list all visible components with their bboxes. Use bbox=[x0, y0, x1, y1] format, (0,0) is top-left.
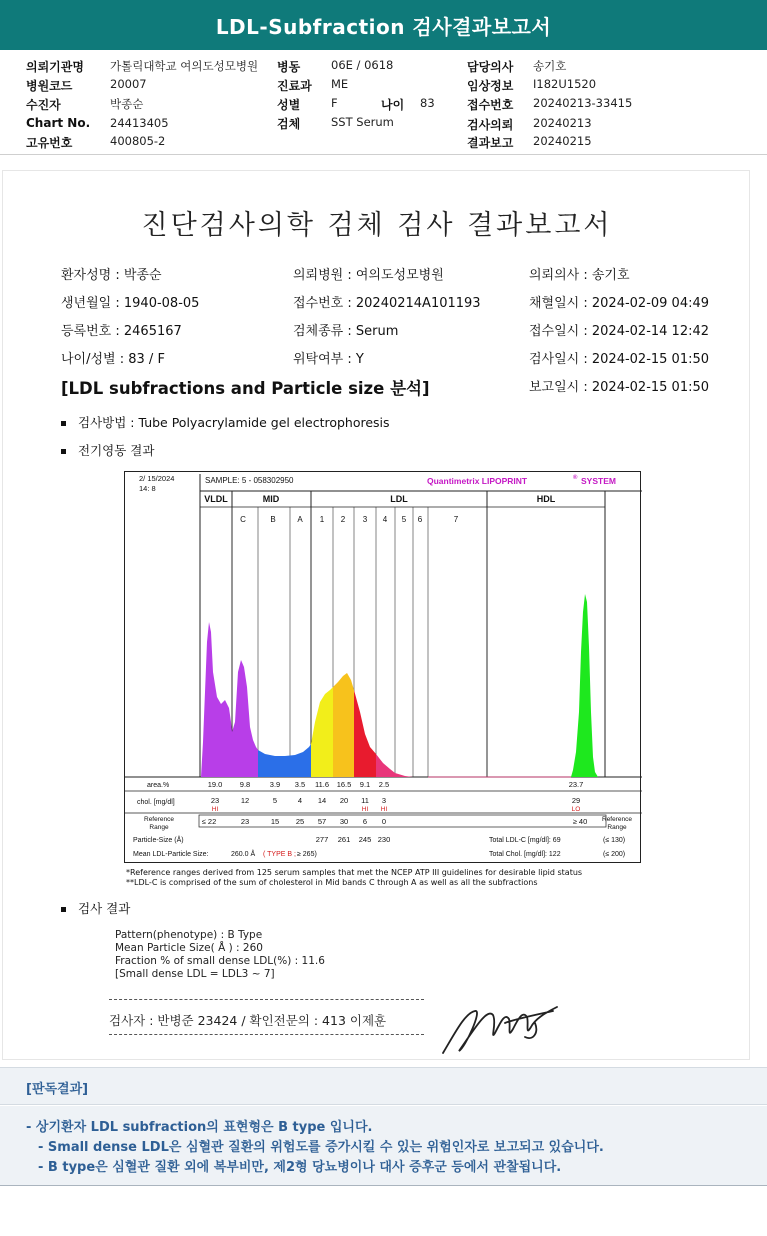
report-field: 검체종류 : Serum bbox=[293, 324, 399, 339]
ref-box bbox=[199, 815, 606, 827]
result-line: Mean Particle Size( Å ) : 260 bbox=[115, 942, 263, 954]
trace-region bbox=[354, 690, 376, 777]
trace-region bbox=[333, 673, 354, 777]
area-value: 3.9 bbox=[269, 780, 281, 789]
info-value: 가톨릭대학교 여의도성모병원 bbox=[110, 59, 259, 73]
signer-text: 검사자 : 반병준 23424 / 확인전문의 : 413 이제훈 bbox=[109, 1013, 387, 1028]
chol-value: 20 bbox=[339, 796, 349, 805]
band-label: 3 bbox=[362, 515, 368, 524]
area-value: 16.5 bbox=[336, 780, 352, 789]
judgement-body bbox=[0, 1106, 767, 1186]
ref-value: 57 bbox=[317, 817, 327, 826]
particle-size-value: 261 bbox=[337, 835, 351, 844]
chart-date: 2/ 15/2024 bbox=[139, 474, 175, 483]
chol-value: 4 bbox=[297, 796, 303, 805]
ref-value: 15 bbox=[270, 817, 280, 826]
bullet-icon bbox=[61, 449, 66, 454]
particle-size-value: 230 bbox=[377, 835, 391, 844]
result-line: [Small dense LDL = LDL3 ~ 7] bbox=[115, 968, 275, 980]
row-label-ref-right: Range bbox=[607, 824, 627, 831]
row-label-mean: Mean LDL-Particle Size: bbox=[133, 851, 209, 858]
trace-region bbox=[376, 754, 413, 777]
chol-value: 5 bbox=[272, 796, 278, 805]
report-card bbox=[2, 170, 750, 1060]
bullet-icon bbox=[61, 907, 66, 912]
chol-value: 3 bbox=[381, 796, 387, 805]
info-value: 송기호 bbox=[533, 59, 567, 73]
report-field: 채혈일시 : 2024-02-09 04:49 bbox=[529, 296, 710, 311]
row-label-area: area.% bbox=[147, 782, 170, 789]
info-label: 진료과 bbox=[277, 79, 312, 93]
group-label: MID bbox=[262, 494, 280, 504]
trace-region bbox=[571, 594, 598, 777]
total-ldl-ref: (≤ 130) bbox=[603, 837, 626, 844]
chart-notes bbox=[126, 868, 582, 888]
mean-size-value: 260.0 Å bbox=[231, 851, 256, 858]
electro-line bbox=[61, 441, 154, 459]
info-value: SST Serum bbox=[331, 115, 394, 129]
info-value: I182U1520 bbox=[533, 77, 597, 91]
info-value: 박종순 bbox=[110, 97, 144, 111]
info-label: 병동 bbox=[277, 60, 301, 74]
row-label-psize: Particle-Size (Å) bbox=[133, 837, 184, 844]
report-field: 접수일시 : 2024-02-14 12:42 bbox=[529, 324, 710, 339]
info-value: ME bbox=[331, 77, 349, 91]
info-label: 의뢰기관명 bbox=[26, 60, 84, 74]
ref-value: ≤ 22 bbox=[201, 817, 217, 826]
bullet-icon bbox=[61, 421, 66, 426]
result-lines bbox=[115, 929, 325, 981]
chart-sample: SAMPLE: 5 - 058302950 bbox=[205, 476, 294, 485]
report-field: 생년월일 : 1940-08-05 bbox=[61, 296, 200, 311]
report-header-title: LDL-Subfraction 검사결과보고서 bbox=[215, 14, 552, 39]
band-label: 1 bbox=[319, 515, 325, 524]
report-header bbox=[0, 0, 767, 50]
judgement-header bbox=[0, 1067, 767, 1105]
area-value: 9.1 bbox=[359, 780, 371, 789]
ref-value: 23 bbox=[240, 817, 250, 826]
info-value: 400805-2 bbox=[110, 134, 166, 148]
band-label: 2 bbox=[340, 515, 346, 524]
method-text: 검사방법 : Tube Polyacrylamide gel electrophoresis bbox=[78, 415, 390, 430]
chart-svg bbox=[125, 472, 642, 864]
info-label: 고유번호 bbox=[26, 136, 73, 150]
chol-value: 29 bbox=[571, 796, 581, 805]
divider bbox=[109, 1034, 424, 1035]
info-label: 임상정보 bbox=[467, 79, 514, 93]
info-label: 수진자 bbox=[26, 98, 61, 112]
row-label-chol: chol. [mg/dl] bbox=[137, 799, 175, 806]
report-field: 의뢰병원 : 여의도성모병원 bbox=[293, 268, 444, 283]
note-line: *Reference ranges derived from 125 serum samples that met the NCEP ATP III guidelines for desirable lipid status bbox=[126, 868, 583, 877]
report-field: 위탁여부 : Y bbox=[293, 352, 364, 367]
area-value: 11.6 bbox=[314, 780, 330, 789]
info-value: 20240213-33415 bbox=[533, 96, 633, 110]
mean-ref: ≥ 265) bbox=[297, 851, 317, 858]
chart-time: 14: 8 bbox=[139, 484, 156, 493]
area-value: 19.0 bbox=[207, 780, 223, 789]
chol-value: 14 bbox=[317, 796, 327, 805]
info-label: 검사의뢰 bbox=[467, 118, 514, 132]
info-value: 20007 bbox=[110, 77, 147, 91]
chol-flag: HI bbox=[361, 806, 369, 813]
row-label-ref: Reference bbox=[144, 816, 174, 823]
ref-value: 0 bbox=[381, 817, 387, 826]
ref-value: ≥ 40 bbox=[572, 817, 588, 826]
info-value: F bbox=[331, 96, 338, 110]
judgement-line: - Small dense LDL은 심혈관 질환의 위험도를 증가시킬 수 있는 위험인자로 보고되고 있습니다. bbox=[38, 1140, 604, 1155]
results-head: 검사 결과 bbox=[78, 901, 131, 916]
total-chol: Total Chol. [mg/dl]: 122 bbox=[489, 851, 561, 858]
report-field: 환자성명 : 박종순 bbox=[61, 268, 162, 283]
info-label: 검체 bbox=[277, 117, 301, 131]
row-label-ref: Range bbox=[149, 824, 169, 831]
report-field: 접수번호 : 20240214A101193 bbox=[293, 296, 481, 311]
band-label: B bbox=[270, 515, 276, 524]
info-label: 나이 bbox=[381, 98, 405, 112]
chol-flag: LO bbox=[571, 806, 581, 813]
method-line bbox=[61, 413, 390, 431]
electro-text: 전기영동 결과 bbox=[78, 443, 155, 458]
info-value: 83 bbox=[420, 96, 435, 110]
group-label: HDL bbox=[536, 494, 556, 504]
area-value: 23.7 bbox=[568, 780, 584, 789]
report-field: 보고일시 : 2024-02-15 01:50 bbox=[529, 380, 710, 395]
trace-region bbox=[311, 687, 333, 777]
info-value: 20240213 bbox=[533, 116, 592, 130]
area-value: 2.5 bbox=[378, 780, 390, 789]
info-value: 06E / 0618 bbox=[331, 58, 394, 72]
judgement-title: [판독결과] bbox=[26, 1082, 89, 1097]
info-label: 담당의사 bbox=[467, 60, 514, 74]
total-ldl: Total LDL-C [mg/dl]: 69 bbox=[489, 837, 561, 844]
area-value: 3.5 bbox=[294, 780, 306, 789]
ref-value: 30 bbox=[339, 817, 349, 826]
info-label: 성별 bbox=[277, 98, 301, 112]
section-title: [LDL subfractions and Particle size 분석] bbox=[61, 379, 430, 398]
electrophoresis-chart bbox=[124, 471, 641, 863]
chol-value: 11 bbox=[361, 796, 369, 805]
band-label: 6 bbox=[417, 515, 423, 524]
particle-size-value: 277 bbox=[315, 835, 329, 844]
divider bbox=[109, 999, 424, 1000]
band-label: 7 bbox=[453, 515, 459, 524]
group-label: VLDL bbox=[204, 494, 228, 504]
ref-value: 6 bbox=[362, 817, 368, 826]
group-label: LDL bbox=[390, 494, 408, 504]
chol-value: 12 bbox=[240, 796, 250, 805]
result-line: Pattern(phenotype) : B Type bbox=[115, 929, 263, 941]
chart-system-suffix: SYSTEM bbox=[581, 476, 616, 486]
judgement-line: - 상기환자 LDL subfraction의 표현형은 B type 입니다. bbox=[26, 1120, 373, 1135]
chart-system-name: Quantimetrix LIPOPRINT bbox=[427, 476, 528, 486]
chart-system-reg: ® bbox=[573, 475, 578, 481]
chol-value: 23 bbox=[210, 796, 220, 805]
chol-flag: HI bbox=[380, 806, 388, 813]
note-line: **LDL-C is comprised of the sum of cholesterol in Mid bands C through A as well as all the subfractions bbox=[126, 878, 538, 887]
band-label: 4 bbox=[382, 515, 388, 524]
chol-flag: HI bbox=[211, 806, 219, 813]
judgement-line: - B type은 심혈관 질환 외에 복부비만, 제2형 당뇨병이나 대사 증후군 등에서 관찰됩니다. bbox=[38, 1160, 562, 1175]
total-chol-ref: (≤ 200) bbox=[603, 851, 626, 858]
info-label: 접수번호 bbox=[467, 98, 514, 112]
info-value: 20240215 bbox=[533, 134, 592, 148]
report-field: 의뢰의사 : 송기호 bbox=[529, 268, 630, 283]
info-label: 결과보고 bbox=[467, 136, 514, 150]
band-label: 5 bbox=[401, 515, 407, 524]
trace-region bbox=[258, 744, 311, 777]
ref-value: 25 bbox=[295, 817, 305, 826]
particle-size-value: 245 bbox=[358, 835, 372, 844]
report-title: 진단검사의학 검체 검사 결과보고서 bbox=[141, 210, 613, 241]
result-line: Fraction % of small dense LDL(%) : 11.6 bbox=[115, 955, 325, 967]
area-value: 9.8 bbox=[239, 780, 251, 789]
trace-region bbox=[201, 622, 258, 777]
signature-image bbox=[435, 993, 565, 1063]
info-label: Chart No. bbox=[26, 116, 91, 130]
band-label: C bbox=[240, 515, 246, 524]
report-field: 나이/성별 : 83 / F bbox=[61, 352, 165, 367]
report-field: 검사일시 : 2024-02-15 01:50 bbox=[529, 352, 710, 367]
divider bbox=[0, 154, 767, 155]
row-label-ref-right: Reference bbox=[602, 816, 632, 823]
info-value: 24413405 bbox=[110, 116, 169, 130]
results-head-line bbox=[61, 899, 130, 917]
mean-type: ( TYPE B ; bbox=[263, 851, 296, 858]
band-label: A bbox=[297, 515, 303, 524]
info-label: 병원코드 bbox=[26, 79, 73, 93]
report-field: 등록번호 : 2465167 bbox=[61, 324, 182, 339]
